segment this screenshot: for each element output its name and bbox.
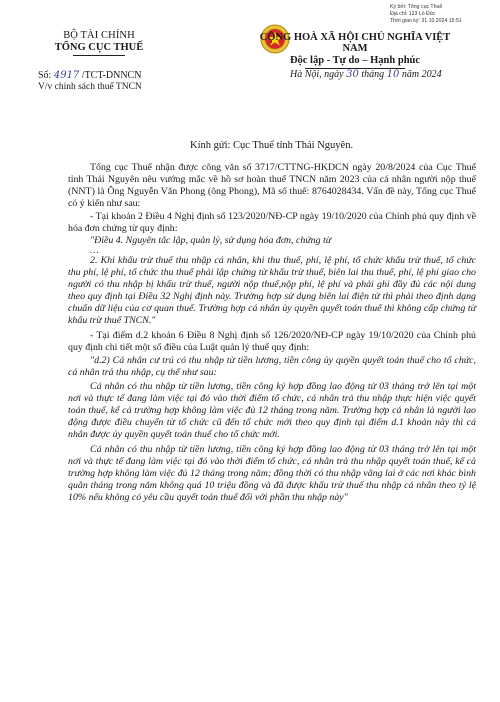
date-place xyxy=(290,69,442,80)
issuing-organization xyxy=(44,30,154,56)
doc-number-prefix: Số: xyxy=(38,70,52,81)
signature-line: Ký bởi: Tổng cục Thuế xyxy=(390,4,443,10)
date-place-label: Hà Nội, ngày xyxy=(290,69,344,80)
nation-title: CỘNG HOÀ XÃ HỘI CHỦ NGHĨA VIỆT NAM xyxy=(259,32,451,54)
quoted-paragraph: 2. Khi khấu trừ thuế thu nhập cá nhân, khi thu thuế, phí, lệ phí, tổ chức khấu trừ thuế, tổ chức thu phí, lệ phí, tổ chức thu thuế phải lập chứng từ khấu trừ thuế, biên lai thu thuế, phí, lệ phí giao cho người có thu nhập bị khấu trừ thuế, người nộp thuế,nộp phí, lệ phí và phải ghi đầy đủ các nội dung theo quy định tại Điều 32 Nghị định này. Trường hợp sử dụng biên lai điện tử thì phải theo định dạng chuẩn dữ liệu của cơ quan thuế. Trường hợp cá nhân ủy quyền quyết toán thuế thì không cấp chứng từ khấu trừ thuế TNCN." xyxy=(68,255,476,326)
quoted-paragraph: Cá nhân có thu nhập từ tiền lương, tiền công ký hợp đồng lao động từ 03 tháng trở lên tại một nơi và thực tế đang làm việc tại đó vào thời điểm tổ chức, cá nhân trả thu nhập quyết toán thuế, kể cả trường hợp không làm việc đủ 12 tháng trong năm; đồng thời có thu nhập vãng lai ở các nơi khác bình quân tháng trong năm không quá 10 triệu đồng và đã được khấu trừ thuế thu nhập cá nhân theo tỷ lệ 10% nếu không có yêu cầu quyết toán thuế đối với phần thu nhập này" xyxy=(68,443,476,503)
document-subject: V/v chính sách thuế TNCN xyxy=(38,82,142,92)
letter-body xyxy=(68,162,476,504)
nation-motto: Độc lập - Tự do – Hạnh phúc xyxy=(289,55,421,66)
date-month: 10 xyxy=(386,69,400,80)
org-parent: BỘ TÀI CHÍNH xyxy=(63,30,135,41)
date-year: năm 2024 xyxy=(401,69,442,80)
org-underline xyxy=(73,55,125,56)
quoted-paragraph: "d.2) Cá nhân cư trú có thu nhập từ tiền lương, tiền công ủy quyền quyết toán thuế cho tổ chức, cá nhân trả thu nhập, cụ thể như sau: xyxy=(68,354,476,378)
document-number xyxy=(38,70,141,81)
doc-number-handwritten: 4917 xyxy=(53,70,80,81)
date-day: 30 xyxy=(346,69,359,80)
signature-line: Thời gian ký: 31.10.2024 15:51 xyxy=(390,18,462,24)
digital-signature-box xyxy=(390,4,462,25)
quoted-paragraph: Cá nhân có thu nhập từ tiền lương, tiền công ký hợp đồng lao động từ 03 tháng trở lên tại một nơi và thực tế đang làm việc tại đó vào thời điểm tổ chức, cá nhân trả thu nhập thực hiện việc quyết toán thuế, kể cả trường hợp không làm việc đủ 12 tháng trong năm. Trường hợp cá nhân là người lao động được điều chuyển từ tổ chức cũ đến tổ chức mới theo quy định tại điểm d.1 khoản này thì cá nhân được ủy quyền quyết toán thuế cho tổ chức mới. xyxy=(68,381,476,441)
signature-line: Địa chỉ: 123 Lò Đúc xyxy=(390,11,436,17)
body-paragraph: - Tại khoản 2 Điều 4 Nghị định số 123/2020/NĐ-CP ngày 19/10/2020 của Chính phủ quy định về hóa đơn chứng từ quy định: xyxy=(68,210,476,234)
org-name: TỔNG CỤC THUẾ xyxy=(54,42,144,53)
quoted-article-title: "Điều 4. Nguyên tắc lập, quản lý, sử dụng hóa đơn, chứng từ xyxy=(90,235,332,247)
national-header xyxy=(250,32,460,69)
date-month-label: tháng xyxy=(361,69,385,80)
recipient-line: Kính gửi: Cục Thuế tỉnh Thái Nguyên. xyxy=(190,140,354,151)
body-paragraph: - Tại điểm d.2 khoản 6 Điều 8 Nghị định số 126/2020/NĐ-CP ngày 19/10/2020 của Chính phủ quy định chi tiết một số điều của Luật quản lý thuế quy định: xyxy=(68,329,476,353)
ellipsis: … xyxy=(90,245,99,257)
body-paragraph: Tổng cục Thuế nhận được công văn số 3717/CTTNG-HKDCN ngày 20/8/2024 của Cục Thuế tỉnh Thái Nguyên nêu vướng mắc về hồ sơ hoàn thuế TNCN năm 2023 của cá nhân người nộp thuế (NNT) là Ông Nguyễn Văn Phong (ông Phong), Mã số thuế: 8764028434. Vấn đề này, Tổng cục Thuế có ý kiến như sau: xyxy=(68,162,476,209)
doc-number-suffix: /TCT-DNNCN xyxy=(81,70,142,81)
